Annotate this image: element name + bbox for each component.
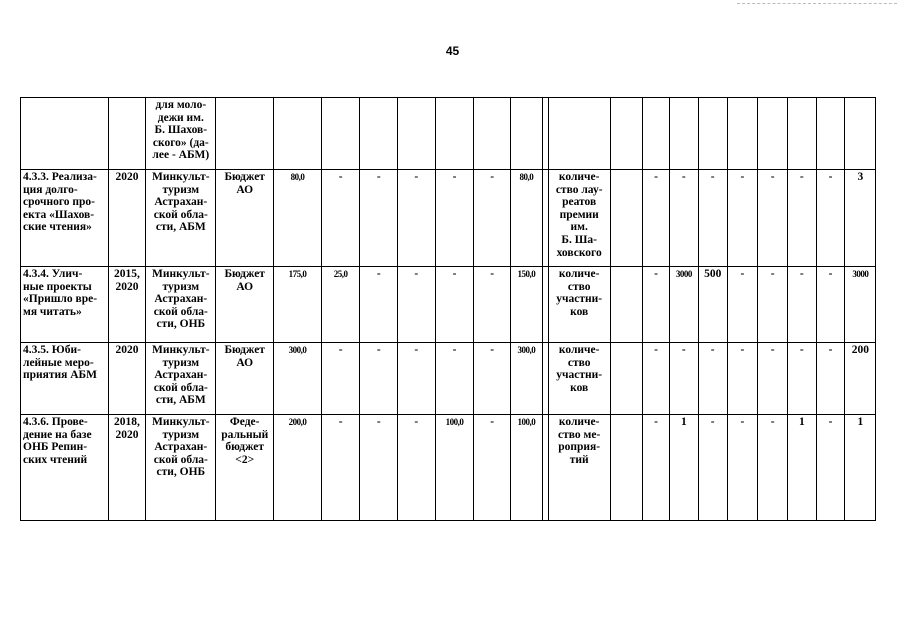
funding-value-cell <box>321 98 360 170</box>
result-value-cell: - <box>698 415 727 521</box>
funding-value-cell: 100,0 <box>510 415 542 521</box>
result-value-cell <box>787 98 816 170</box>
funding-value-cell: - <box>435 343 474 415</box>
indicator-cell: количе- ство ме- роприя- тий <box>548 415 610 521</box>
table-row <box>21 267 905 343</box>
funding-value-cell <box>360 98 398 170</box>
result-value-cell: 3 <box>845 170 876 267</box>
result-value-cell: - <box>758 170 788 267</box>
result-value-cell <box>758 98 788 170</box>
activity-name-cell: 4.3.4. Улич- ные проекты «Пришло вре- мя читать» <box>21 267 109 343</box>
table-row <box>21 343 905 415</box>
result-value-cell: - <box>727 343 758 415</box>
result-value-cell <box>698 98 727 170</box>
year-cell: 2018, 2020 <box>108 415 146 521</box>
result-value-cell: - <box>787 267 816 343</box>
result-value-cell: - <box>816 267 845 343</box>
funding-value-cell: 300,0 <box>510 343 542 415</box>
result-value-cell: - <box>669 170 698 267</box>
result-value-cell <box>610 170 643 267</box>
funding-value-cell: - <box>360 267 398 343</box>
funding-value-cell: - <box>474 267 511 343</box>
funding-source-cell: Бюджет АО <box>216 267 274 343</box>
result-value-cell <box>845 98 876 170</box>
year-cell: 2020 <box>108 343 146 415</box>
result-value-cell: - <box>698 343 727 415</box>
activity-name-cell: 4.3.6. Прове- дение на базе ОНБ Репин- ских чтений <box>21 415 109 521</box>
funding-value-cell <box>435 98 474 170</box>
funding-value-cell: 200,0 <box>274 415 322 521</box>
funding-value-cell: 175,0 <box>274 267 322 343</box>
table-row <box>21 170 905 267</box>
result-value-cell <box>816 98 845 170</box>
funding-value-cell: 80,0 <box>510 170 542 267</box>
funding-value-cell: - <box>474 415 511 521</box>
funding-value-cell: 100,0 <box>435 415 474 521</box>
funding-value-cell: 25,0 <box>321 267 360 343</box>
funding-value-cell <box>510 98 542 170</box>
table-row <box>21 415 905 521</box>
funding-value-cell: - <box>435 170 474 267</box>
result-value-cell <box>643 98 670 170</box>
result-value-cell: 3000 <box>845 267 876 343</box>
funding-source-cell <box>216 98 274 170</box>
funding-value-cell: - <box>398 415 436 521</box>
result-value-cell: 3000 <box>669 267 698 343</box>
funding-source-cell: Бюджет АО <box>216 170 274 267</box>
funding-value-cell: 300,0 <box>274 343 322 415</box>
funding-value-cell: - <box>398 170 436 267</box>
executor-cell: Минкульт- туризм Астрахан- ской обла- сти, ОНБ <box>146 267 216 343</box>
funding-value-cell: - <box>360 415 398 521</box>
year-cell: 2015, 2020 <box>108 267 146 343</box>
funding-value-cell: - <box>321 170 360 267</box>
result-value-cell: - <box>758 343 788 415</box>
result-value-cell: - <box>758 267 788 343</box>
result-value-cell <box>610 343 643 415</box>
funding-value-cell: - <box>435 267 474 343</box>
indicator-cell: количе- ство участни- ков <box>548 343 610 415</box>
result-value-cell: - <box>758 415 788 521</box>
funding-value-cell: - <box>474 343 511 415</box>
funding-value-cell: - <box>398 343 436 415</box>
result-value-cell <box>610 267 643 343</box>
result-value-cell: - <box>787 343 816 415</box>
indicator-cell <box>548 98 610 170</box>
result-value-cell: 1 <box>669 415 698 521</box>
executor-cell: Минкульт- туризм Астрахан- ской обла- сти, АБМ <box>146 170 216 267</box>
executor-cell: для моло- дежи им. Б. Шахов- ского» (да- лее - АБМ) <box>146 98 216 170</box>
funding-value-cell <box>474 98 511 170</box>
funding-value-cell: - <box>321 415 360 521</box>
result-value-cell: 1 <box>845 415 876 521</box>
funding-value-cell <box>274 98 322 170</box>
result-value-cell: - <box>727 170 758 267</box>
funding-value-cell: 80,0 <box>274 170 322 267</box>
result-value-cell: - <box>816 170 845 267</box>
result-value-cell: - <box>643 343 670 415</box>
page-number: 45 <box>445 44 460 58</box>
indicator-cell: количе- ство лау- реатов премии им. Б. Ша- ховского <box>548 170 610 267</box>
result-value-cell <box>610 415 643 521</box>
funding-value-cell: 150,0 <box>510 267 542 343</box>
result-value-cell: - <box>643 170 670 267</box>
table-row <box>21 98 905 170</box>
result-value-cell: - <box>816 415 845 521</box>
result-value-cell <box>727 98 758 170</box>
executor-cell: Минкульт- туризм Астрахан- ской обла- сти, ОНБ <box>146 415 216 521</box>
activity-name-cell <box>21 98 109 170</box>
funding-value-cell: - <box>360 170 398 267</box>
result-value-cell: 1 <box>787 415 816 521</box>
executor-cell: Минкульт- туризм Астрахан- ской обла- сти, АБМ <box>146 343 216 415</box>
funding-value-cell: - <box>321 343 360 415</box>
funding-value-cell: - <box>398 267 436 343</box>
funding-source-cell: Феде- ральный бюджет <2> <box>216 415 274 521</box>
year-cell: 2020 <box>108 170 146 267</box>
year-cell <box>108 98 146 170</box>
result-value-cell <box>669 98 698 170</box>
result-value-cell: - <box>727 415 758 521</box>
result-value-cell: - <box>816 343 845 415</box>
funding-source-cell: Бюджет АО <box>216 343 274 415</box>
activity-name-cell: 4.3.3. Реализа- ция долго- срочного про- екта «Шахов- ские чтения» <box>21 170 109 267</box>
funding-value-cell: - <box>360 343 398 415</box>
activity-name-cell: 4.3.5. Юби- лейные меро- приятия АБМ <box>21 343 109 415</box>
program-table <box>20 97 905 521</box>
scan-marks <box>737 3 897 6</box>
result-value-cell: - <box>787 170 816 267</box>
result-value-cell: - <box>727 267 758 343</box>
result-value-cell: - <box>669 343 698 415</box>
indicator-cell: количе- ство участни- ков <box>548 267 610 343</box>
result-value-cell: - <box>698 170 727 267</box>
result-value-cell: - <box>643 415 670 521</box>
result-value-cell <box>610 98 643 170</box>
result-value-cell: 500 <box>698 267 727 343</box>
funding-value-cell <box>398 98 436 170</box>
result-value-cell: 200 <box>845 343 876 415</box>
result-value-cell: - <box>643 267 670 343</box>
funding-value-cell: - <box>474 170 511 267</box>
